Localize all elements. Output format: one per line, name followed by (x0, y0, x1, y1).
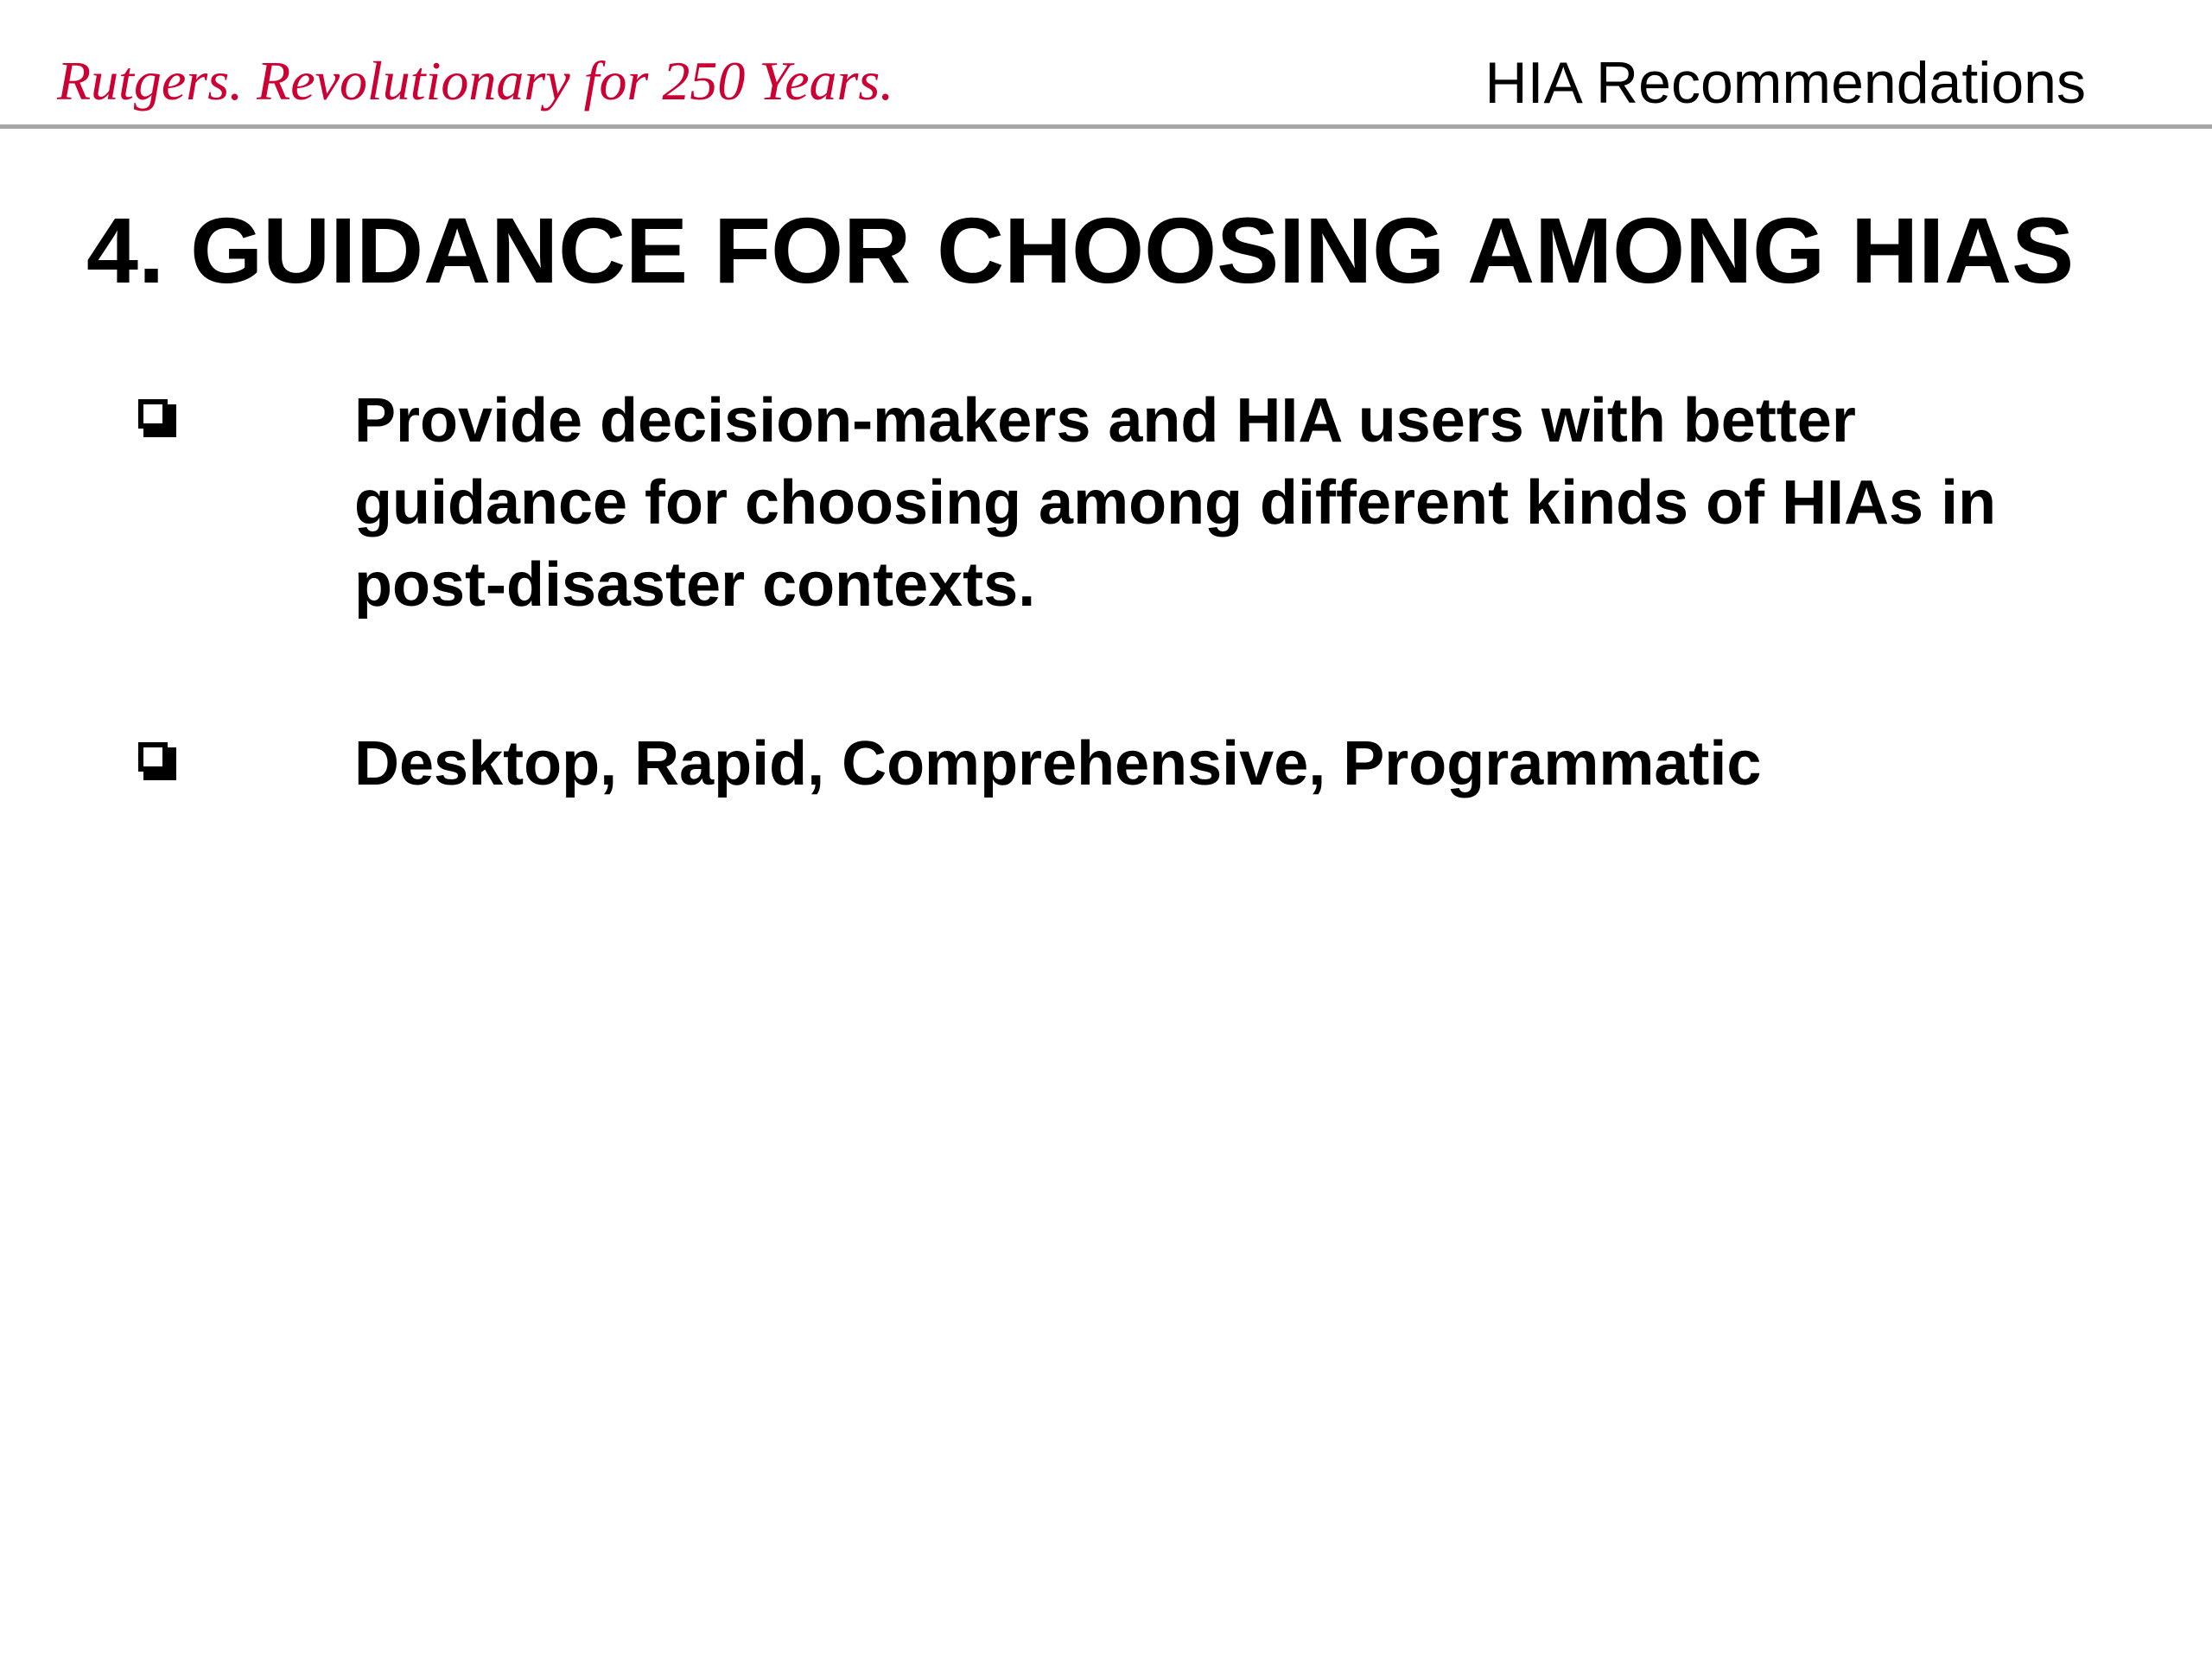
bullet-text: Desktop, Rapid, Comprehensive, Programmatic (354, 729, 1762, 798)
checkbox-bullet-icon (138, 399, 176, 437)
bullet-list (0, 380, 2212, 902)
section-label: HIA Recommendations (1484, 50, 2086, 116)
slide-header (0, 0, 2212, 128)
list-item (0, 380, 2212, 626)
slide-title: 4. GUIDANCE FOR CHOOSING AMONG HIAS (86, 198, 2075, 302)
list-item (0, 723, 2212, 805)
checkbox-bullet-icon (138, 742, 176, 780)
header-divider (0, 124, 2212, 129)
brand-tagline: Rutgers. Revolutionary for 250 Years. (57, 50, 894, 111)
bullet-text: Provide decision-makers and HIA users with better guidance for choosing among different kinds of HIAs in post-disaster contexts. (354, 386, 1997, 620)
